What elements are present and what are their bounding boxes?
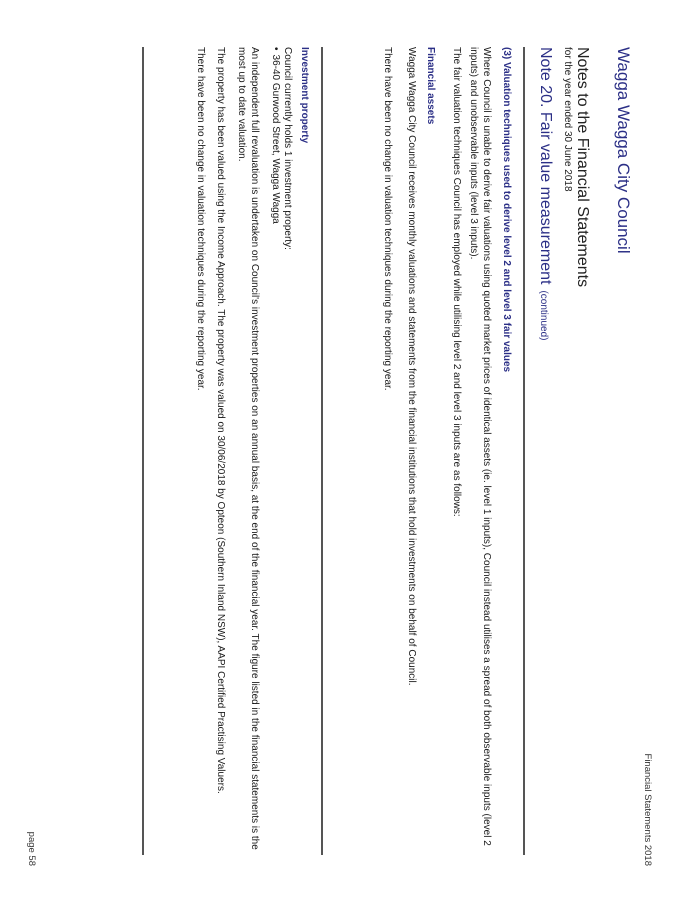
investment-property-paragraph: There have been no change in valuation techniques during the reporting year. [195, 47, 206, 391]
note-continued: (continued) [538, 290, 549, 341]
section-heading: (3) Valuation techniques used to derive level 2 and level 3 fair values [501, 47, 512, 373]
investment-property-paragraph: Council currently holds 1 investment property: [282, 47, 293, 250]
investment-property-paragraph: An independent full revaluation is undertaken on Council's investment properties on an annual basis, at the end of the financial year. The figure listed in the financial statements is the most up to date valuation. [236, 47, 260, 850]
financial-assets-paragraph: Wagga Wagga City Council receives monthly valuations and statements from the financial institutions that hold investments on behalf of Council. [406, 47, 417, 686]
financial-assets-heading: Financial assets [425, 47, 436, 125]
section-paragraph: Where Council is unable to derive fair valuations using quoted market prices of identical assets (ie. level 1 inputs), Council instead utilises a spread of both observable inputs (level 2 inputs) and unobservable inputs (level 3 inputs). [468, 47, 492, 846]
note-title-text: Note 20. Fair value measurement [537, 47, 554, 285]
financial-assets-paragraph: There have been no change in valuation techniques during the reporting year. [382, 47, 393, 391]
section-paragraph: The fair valuation techniques Council has employed while utilising level 2 and level 3 inputs are as follows: [451, 47, 462, 517]
divider-top [523, 47, 525, 855]
bullet-mark: • [270, 47, 281, 51]
divider-bottom [142, 47, 144, 855]
notes-subtitle: for the year ended 30 June 2018 [562, 47, 573, 192]
page-number: page 58 [26, 831, 37, 866]
investment-property-bullet [269, 47, 282, 855]
investment-property-heading: Investment property [299, 47, 310, 144]
note-title [536, 47, 554, 340]
bullet-text: 36-40 Gurwood Street, Wagga Wagga [270, 54, 281, 224]
divider-middle [321, 47, 323, 855]
notes-title: Notes to the Financial Statements [574, 47, 591, 288]
council-name: Wagga Wagga City Council [614, 47, 633, 254]
report-header: Financial Statements 2018 [642, 753, 653, 866]
investment-property-paragraph: The property has been valued using the Income Approach. The property was valued on 30/06/2018 by Opteon (Southern Inland NSW), AAPI Certified Practising Valuers. [215, 47, 226, 794]
